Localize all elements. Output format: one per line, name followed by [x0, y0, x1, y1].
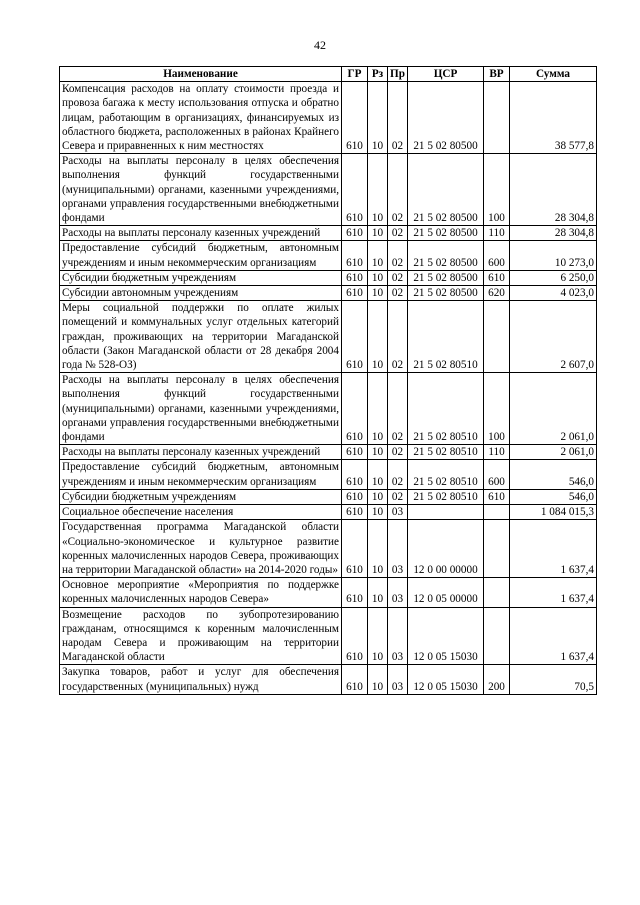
- row-csr-cell: 21 5 02 80500: [408, 82, 484, 154]
- header-csr: ЦСР: [408, 67, 484, 82]
- header-name: Наименование: [60, 67, 342, 82]
- row-vr-cell: [484, 82, 510, 154]
- row-csr-cell: 21 5 02 80510: [408, 301, 484, 373]
- row-sum-cell: 1 084 015,3: [510, 505, 597, 520]
- row-vr-cell: 610: [484, 489, 510, 504]
- row-pr-cell: 02: [388, 286, 408, 301]
- row-vr-cell: [484, 520, 510, 578]
- row-csr-cell: [408, 505, 484, 520]
- table-row: [60, 154, 597, 226]
- row-csr-cell: 21 5 02 80510: [408, 373, 484, 445]
- row-csr-cell: 21 5 02 80500: [408, 154, 484, 226]
- row-rz-cell: 10: [368, 607, 388, 665]
- table-body: [60, 82, 597, 695]
- table-row: [60, 270, 597, 285]
- row-rz-cell: 10: [368, 665, 388, 694]
- row-rz-cell: 10: [368, 373, 388, 445]
- row-rz-cell: 10: [368, 505, 388, 520]
- page-number: 42: [314, 38, 326, 52]
- row-rz-cell: 10: [368, 154, 388, 226]
- row-name-cell: Субсидии автономным учреждениям: [60, 286, 342, 301]
- row-pr-cell: 02: [388, 445, 408, 460]
- row-rz-cell: 10: [368, 520, 388, 578]
- row-name-cell: Компенсация расходов на оплату стоимости проезда и провоза багажа к месту использования отпуска и обратно лицам, работающим в организациях, финансируемых из областного бюджета, расположенных в районах Крайнего Севера и приравненных к ним местностях: [60, 82, 342, 154]
- row-csr-cell: 12 0 00 00000: [408, 520, 484, 578]
- row-pr-cell: 02: [388, 226, 408, 241]
- row-pr-cell: 02: [388, 154, 408, 226]
- row-sum-cell: 70,5: [510, 665, 597, 694]
- row-name-cell: Предоставление субсидий бюджетным, автономным учреждениям и иным некоммерческим организациям: [60, 460, 342, 489]
- table-row: [60, 607, 597, 665]
- row-csr-cell: 21 5 02 80510: [408, 489, 484, 504]
- row-sum-cell: 6 250,0: [510, 270, 597, 285]
- row-rz-cell: 10: [368, 489, 388, 504]
- row-gr-cell: 610: [342, 445, 368, 460]
- table-row: [60, 665, 597, 694]
- row-vr-cell: 100: [484, 154, 510, 226]
- row-pr-cell: 03: [388, 578, 408, 607]
- header-gr: ГР: [342, 67, 368, 82]
- row-rz-cell: 10: [368, 82, 388, 154]
- row-csr-cell: 12 0 05 00000: [408, 578, 484, 607]
- table-row: [60, 505, 597, 520]
- row-name-cell: Субсидии бюджетным учреждениям: [60, 489, 342, 504]
- table-header-row: [60, 67, 597, 82]
- row-rz-cell: 10: [368, 226, 388, 241]
- row-sum-cell: 10 273,0: [510, 241, 597, 270]
- header-vr: ВР: [484, 67, 510, 82]
- row-gr-cell: 610: [342, 82, 368, 154]
- row-pr-cell: 03: [388, 505, 408, 520]
- row-csr-cell: 21 5 02 80500: [408, 241, 484, 270]
- row-name-cell: Расходы на выплаты персоналу казенных учреждений: [60, 226, 342, 241]
- row-vr-cell: 100: [484, 373, 510, 445]
- row-csr-cell: 21 5 02 80510: [408, 445, 484, 460]
- row-name-cell: Расходы на выплаты персоналу казенных учреждений: [60, 445, 342, 460]
- row-name-cell: Основное мероприятие «Мероприятия по поддержке коренных малочисленных народов Севера»: [60, 578, 342, 607]
- row-sum-cell: 2 607,0: [510, 301, 597, 373]
- row-csr-cell: 21 5 02 80510: [408, 460, 484, 489]
- row-name-cell: Меры социальной поддержки по оплате жилых помещений и коммунальных услуг отдельных категорий граждан, проживающих на территории Магаданской области (Закон Магаданской области от 28 декабря 2004 года № 528-ОЗ): [60, 301, 342, 373]
- row-name-cell: Расходы на выплаты персоналу в целях обеспечения выполнения функций государственными (муниципальными) органами, казенными учреждениями, органами управления государственными внебюджетными фондами: [60, 154, 342, 226]
- table-row: [60, 520, 597, 578]
- row-pr-cell: 02: [388, 489, 408, 504]
- row-gr-cell: 610: [342, 286, 368, 301]
- row-sum-cell: 28 304,8: [510, 154, 597, 226]
- row-vr-cell: 610: [484, 270, 510, 285]
- row-pr-cell: 02: [388, 270, 408, 285]
- row-gr-cell: 610: [342, 154, 368, 226]
- row-name-cell: Предоставление субсидий бюджетным, автономным учреждениям и иным некоммерческим организациям: [60, 241, 342, 270]
- row-sum-cell: 38 577,8: [510, 82, 597, 154]
- row-rz-cell: 10: [368, 460, 388, 489]
- row-gr-cell: 610: [342, 607, 368, 665]
- row-name-cell: Расходы на выплаты персоналу в целях обеспечения выполнения функций государственными (муниципальными) органами, казенными учреждениями, органами управления государственными внебюджетными фондами: [60, 373, 342, 445]
- row-vr-cell: 110: [484, 226, 510, 241]
- table-row: [60, 286, 597, 301]
- table-row: [60, 578, 597, 607]
- row-sum-cell: 2 061,0: [510, 373, 597, 445]
- table-row: [60, 373, 597, 445]
- row-sum-cell: 2 061,0: [510, 445, 597, 460]
- table-row: [60, 301, 597, 373]
- row-gr-cell: 610: [342, 578, 368, 607]
- row-sum-cell: 1 637,4: [510, 578, 597, 607]
- row-gr-cell: 610: [342, 489, 368, 504]
- row-rz-cell: 10: [368, 241, 388, 270]
- row-rz-cell: 10: [368, 445, 388, 460]
- table-row: [60, 82, 597, 154]
- row-pr-cell: 03: [388, 665, 408, 694]
- row-vr-cell: [484, 607, 510, 665]
- row-gr-cell: 610: [342, 373, 368, 445]
- header-rz: Рз: [368, 67, 388, 82]
- table-row: [60, 489, 597, 504]
- row-pr-cell: 02: [388, 373, 408, 445]
- table-row: [60, 241, 597, 270]
- row-gr-cell: 610: [342, 665, 368, 694]
- row-csr-cell: 21 5 02 80500: [408, 270, 484, 285]
- header-sum: Сумма: [510, 67, 597, 82]
- header-pr: Пр: [388, 67, 408, 82]
- row-pr-cell: 03: [388, 607, 408, 665]
- row-pr-cell: 02: [388, 241, 408, 270]
- row-sum-cell: 546,0: [510, 460, 597, 489]
- row-sum-cell: 546,0: [510, 489, 597, 504]
- table-row: [60, 460, 597, 489]
- row-name-cell: Возмещение расходов по зубопротезированию гражданам, относящимся к коренным малочисленным народам Севера и проживающим на территории Магаданской области: [60, 607, 342, 665]
- row-name-cell: Социальное обеспечение населения: [60, 505, 342, 520]
- row-rz-cell: 10: [368, 286, 388, 301]
- row-vr-cell: [484, 578, 510, 607]
- row-vr-cell: 600: [484, 241, 510, 270]
- budget-table: [59, 66, 597, 695]
- table-row: [60, 226, 597, 241]
- row-sum-cell: 1 637,4: [510, 607, 597, 665]
- table-row: [60, 445, 597, 460]
- row-gr-cell: 610: [342, 241, 368, 270]
- row-vr-cell: 620: [484, 286, 510, 301]
- row-sum-cell: 4 023,0: [510, 286, 597, 301]
- row-rz-cell: 10: [368, 578, 388, 607]
- row-pr-cell: 03: [388, 520, 408, 578]
- row-gr-cell: 610: [342, 505, 368, 520]
- row-pr-cell: 02: [388, 301, 408, 373]
- row-vr-cell: 200: [484, 665, 510, 694]
- row-name-cell: Субсидии бюджетным учреждениям: [60, 270, 342, 285]
- row-gr-cell: 610: [342, 226, 368, 241]
- row-vr-cell: [484, 301, 510, 373]
- row-pr-cell: 02: [388, 82, 408, 154]
- row-sum-cell: 28 304,8: [510, 226, 597, 241]
- row-csr-cell: 21 5 02 80500: [408, 286, 484, 301]
- row-vr-cell: [484, 505, 510, 520]
- row-vr-cell: 600: [484, 460, 510, 489]
- row-csr-cell: 21 5 02 80500: [408, 226, 484, 241]
- row-csr-cell: 12 0 05 15030: [408, 607, 484, 665]
- row-rz-cell: 10: [368, 270, 388, 285]
- row-csr-cell: 12 0 05 15030: [408, 665, 484, 694]
- row-sum-cell: 1 637,4: [510, 520, 597, 578]
- row-gr-cell: 610: [342, 301, 368, 373]
- row-rz-cell: 10: [368, 301, 388, 373]
- row-pr-cell: 02: [388, 460, 408, 489]
- row-name-cell: Государственная программа Магаданской области «Социально-экономическое и культурное развитие коренных малочисленных народов Севера, проживающих на территории Магаданской области» на 2014-2020 годы»: [60, 520, 342, 578]
- row-gr-cell: 610: [342, 460, 368, 489]
- row-gr-cell: 610: [342, 270, 368, 285]
- row-vr-cell: 110: [484, 445, 510, 460]
- row-gr-cell: 610: [342, 520, 368, 578]
- row-name-cell: Закупка товаров, работ и услуг для обеспечения государственных (муниципальных) нужд: [60, 665, 342, 694]
